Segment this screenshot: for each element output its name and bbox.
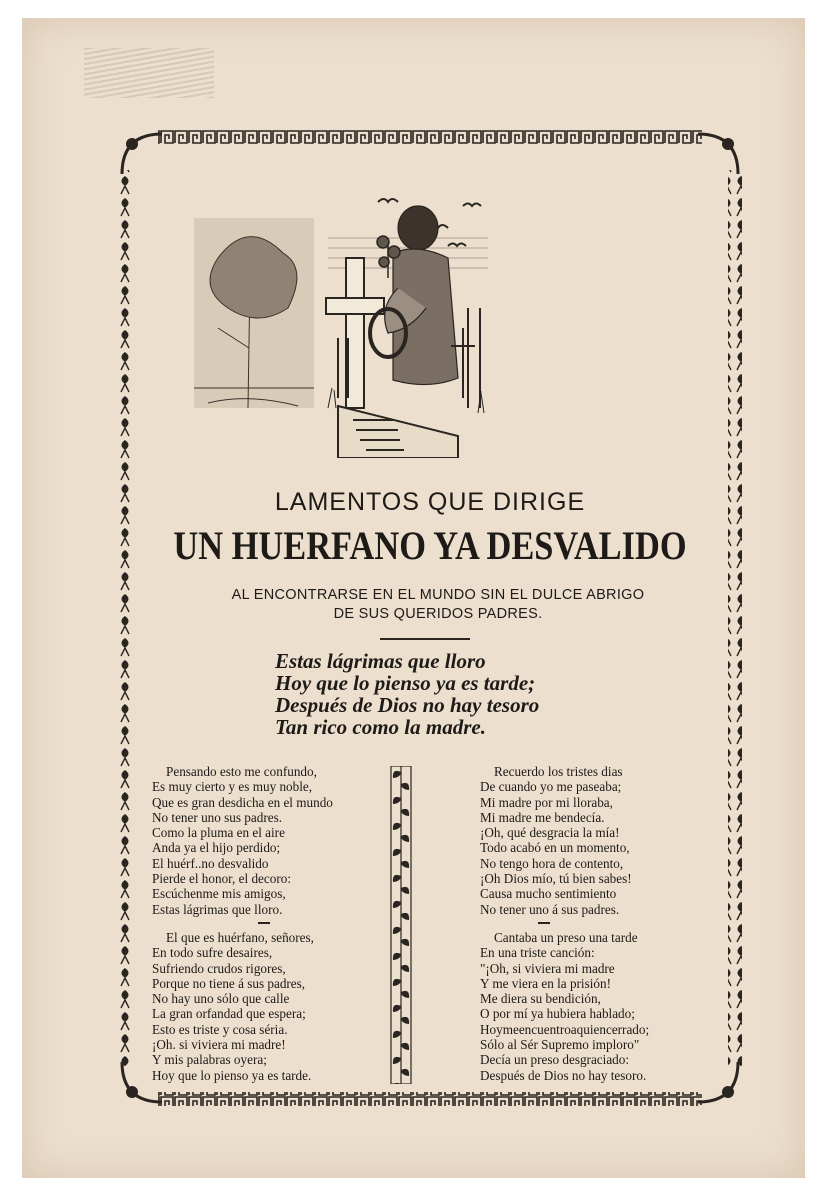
right-stanza-1 — [480, 764, 632, 917]
subtitle — [178, 586, 698, 624]
verse-line: Después de Dios no hay tesoro. — [480, 1067, 647, 1083]
right-stanza-2 — [480, 930, 649, 1083]
verse-line: "¡Oh, si viviera mi madre — [480, 960, 615, 976]
verse-line: No tener uno sus padres. — [152, 809, 283, 825]
verse-line: Hoymeencuentroaquiencerrado; — [480, 1021, 650, 1037]
verse-line: ¡Oh Dios mío, tú bien sabes! — [480, 871, 632, 887]
ornamental-frame — [118, 130, 742, 1106]
left-stanza-2 — [152, 930, 314, 1083]
verse-line: Que es gran desdicha en el mundo — [152, 794, 333, 810]
verse-line: Me diera su bendición, — [480, 991, 601, 1007]
verse-line: Pierde el honor, el decoro: — [152, 871, 291, 887]
verse-line: No tener uno á sus padres. — [480, 901, 620, 917]
grave-mourner-engraving-icon — [188, 158, 488, 458]
verse-line: No hay uno sólo que calle — [152, 991, 290, 1007]
subtitle-line-1: AL ENCONTRARSE EN EL MUNDO SIN EL DULCE ABRIGO — [231, 587, 645, 603]
verse-line: Como la pluma en el aire — [152, 825, 285, 841]
ink-smudge — [84, 48, 214, 98]
verse-line: En todo sufre desaires, — [152, 945, 273, 961]
verse-line: La gran orfandad que espera; — [152, 1006, 306, 1022]
epigraph-line: Estas lágrimas que lloro — [275, 649, 486, 673]
verse-line: Hoy que lo pienso ya es tarde. — [152, 1067, 312, 1083]
left-stanza-1 — [152, 764, 333, 917]
verse-line: Porque no tiene á sus padres, — [152, 975, 306, 991]
verse-line: Sufriendo crudos rigores, — [152, 960, 286, 976]
epigraph — [275, 650, 675, 738]
title-rule — [380, 638, 470, 640]
verse-line: Causa mucho sentimiento — [480, 886, 617, 902]
verse-line: Y me viera en la prisión! — [480, 975, 611, 991]
epigraph-line: Hoy que lo pienso ya es tarde; — [275, 671, 536, 695]
epigraph-line: Tan rico como la madre. — [275, 715, 486, 739]
verse-line: Sólo al Sér Supremo imploro" — [480, 1037, 640, 1053]
subtitle-line-2: DE SUS QUERIDOS PADRES. — [333, 606, 543, 622]
verse-line: El huérf..no desvalido — [152, 855, 269, 871]
verse-line: Anda ya el hijo perdido; — [152, 840, 281, 856]
leaf-divider-icon — [390, 766, 412, 1084]
verse-line: O por mí ya hubiera hablado; — [480, 1006, 635, 1022]
verse-line: Mi madre me bendecía. — [480, 809, 605, 825]
verse-line: No tengo hora de contento, — [480, 855, 624, 871]
verse-line: Decía un preso desgraciado: — [480, 1052, 630, 1068]
verse-line: ¡Oh, qué desgracia la mía! — [480, 825, 620, 841]
verse-line: Esto es triste y cosa séria. — [152, 1021, 288, 1037]
verse-line: Estas lágrimas que lloro. — [152, 901, 283, 917]
stanza-separator — [258, 922, 270, 924]
verse-line: Mi madre por mi lloraba, — [480, 794, 613, 810]
heading-line-1: LAMENTOS QUE DIRIGE — [274, 488, 586, 516]
heading-line-2: UN HUERFANO YA DESVALIDO — [173, 523, 687, 568]
verse-line: Escúchenme mis amigos, — [152, 886, 286, 902]
verse-line: De cuando yo me paseaba; — [480, 779, 622, 795]
broadside-sheet — [22, 18, 805, 1178]
verse-line: Y mis palabras oyera; — [152, 1052, 267, 1068]
verse-line: El que es huérfano, señores, — [166, 930, 314, 945]
verse-line: Es muy cierto y es muy noble, — [152, 779, 313, 795]
verse-line: Todo acabó en un momento, — [480, 840, 630, 856]
verse-line: Pensando esto me confundo, — [166, 764, 317, 779]
epigraph-line: Después de Dios no hay tesoro — [275, 693, 540, 717]
verse-line: Cantaba un preso una tarde — [494, 930, 638, 945]
verse-line: ¡Oh. si viviera mi madre! — [152, 1037, 286, 1053]
verse-line: En una triste canción: — [480, 945, 595, 961]
verse-line: Recuerdo los tristes dias — [494, 764, 623, 779]
stanza-separator — [538, 922, 550, 924]
